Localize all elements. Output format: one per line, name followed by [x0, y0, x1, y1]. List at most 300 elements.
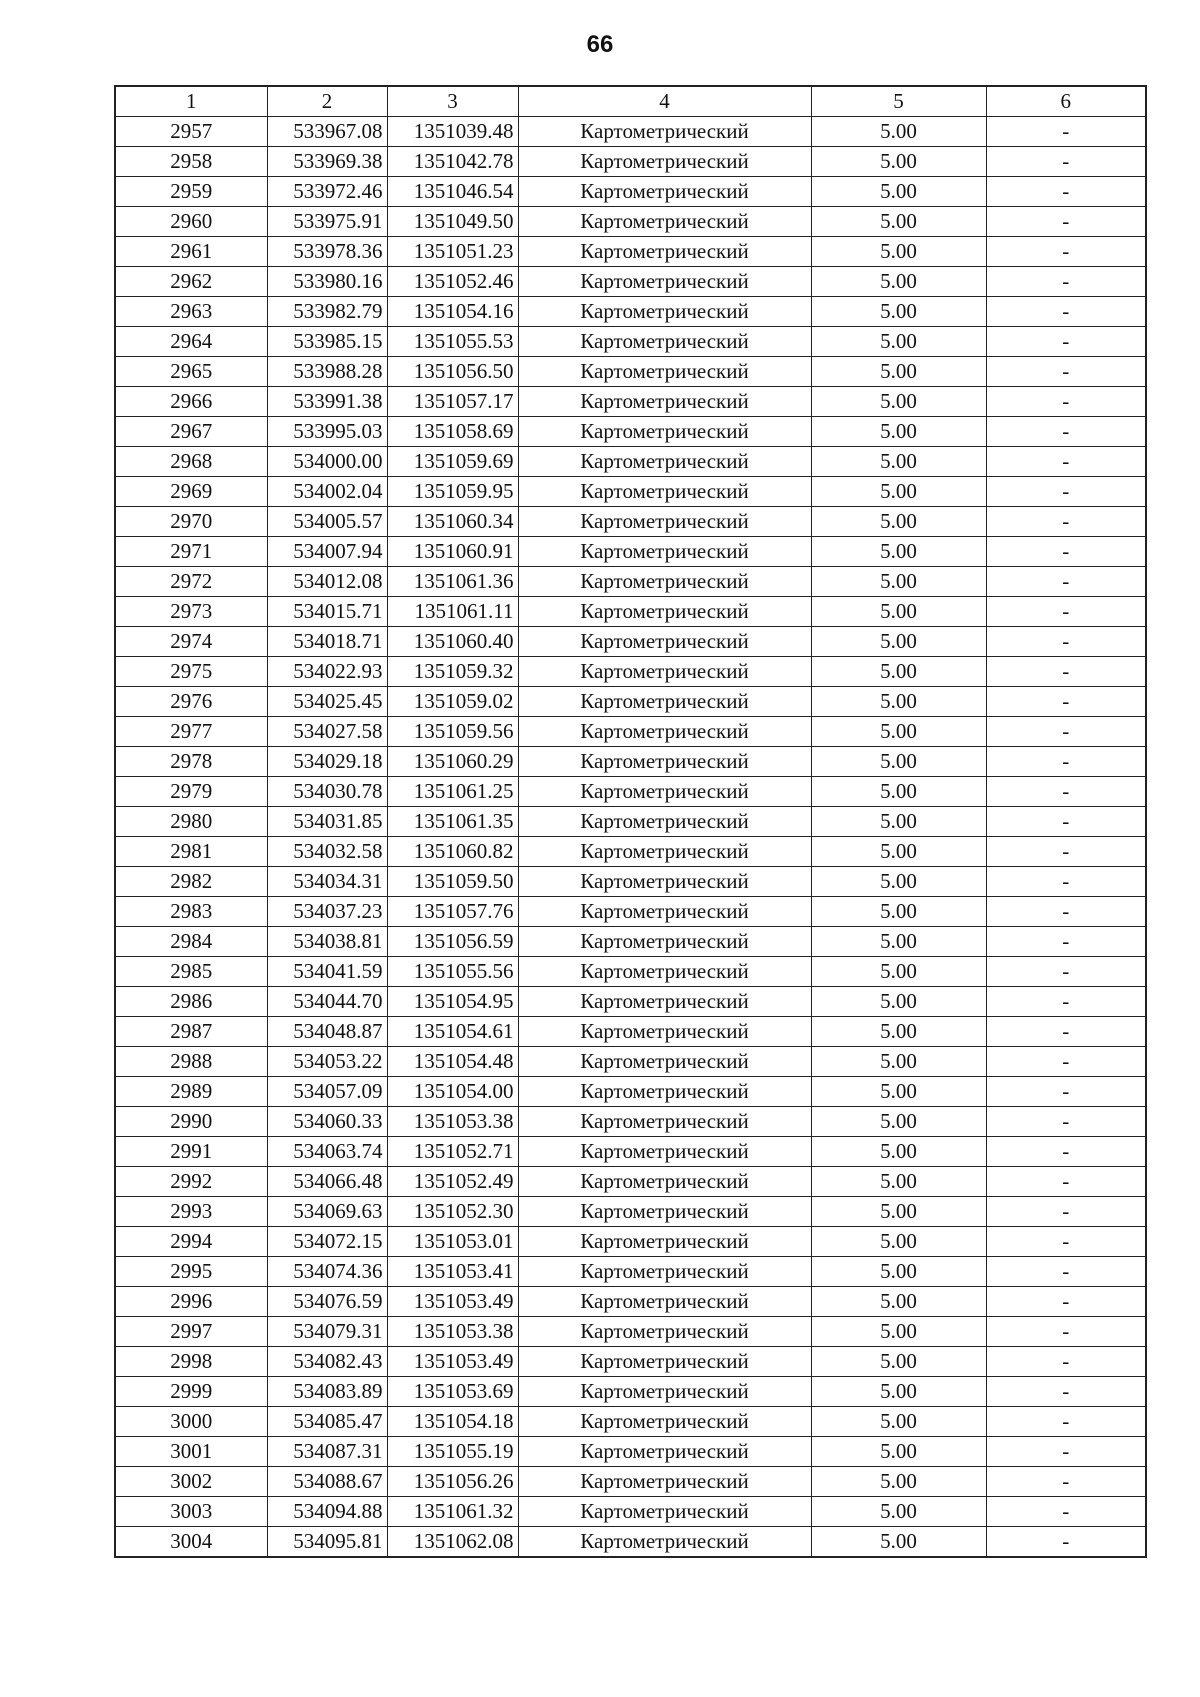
point-number-cell: 2960 — [115, 207, 267, 237]
note-cell: - — [986, 1197, 1146, 1227]
method-cell: Картометрический — [518, 507, 811, 537]
accuracy-cell: 5.00 — [811, 1437, 986, 1467]
accuracy-cell: 5.00 — [811, 177, 986, 207]
table-row — [115, 327, 1146, 357]
method-cell: Картометрический — [518, 957, 811, 987]
accuracy-cell: 5.00 — [811, 987, 986, 1017]
x-coordinate-cell: 534060.33 — [267, 1107, 387, 1137]
y-coordinate-cell: 1351057.17 — [387, 387, 518, 417]
method-cell: Картометрический — [518, 1257, 811, 1287]
x-coordinate-cell: 534018.71 — [267, 627, 387, 657]
accuracy-cell: 5.00 — [811, 387, 986, 417]
y-coordinate-cell: 1351061.32 — [387, 1497, 518, 1527]
table-header — [115, 86, 1146, 117]
point-number-cell: 2991 — [115, 1137, 267, 1167]
x-coordinate-cell: 534083.89 — [267, 1377, 387, 1407]
table-row — [115, 1197, 1146, 1227]
table-row — [115, 987, 1146, 1017]
accuracy-cell: 5.00 — [811, 1077, 986, 1107]
x-coordinate-cell: 534069.63 — [267, 1197, 387, 1227]
x-coordinate-cell: 533985.15 — [267, 327, 387, 357]
accuracy-cell: 5.00 — [811, 417, 986, 447]
y-coordinate-cell: 1351055.56 — [387, 957, 518, 987]
y-coordinate-cell: 1351055.19 — [387, 1437, 518, 1467]
note-cell: - — [986, 1227, 1146, 1257]
x-coordinate-cell: 533969.38 — [267, 147, 387, 177]
x-coordinate-cell: 534005.57 — [267, 507, 387, 537]
point-number-cell: 2994 — [115, 1227, 267, 1257]
table-row — [115, 357, 1146, 387]
method-cell: Картометрический — [518, 297, 811, 327]
note-cell: - — [986, 1467, 1146, 1497]
table-row — [115, 897, 1146, 927]
header-cell-3: 3 — [387, 86, 518, 117]
header-cell-1: 1 — [115, 86, 267, 117]
method-cell: Картометрический — [518, 567, 811, 597]
accuracy-cell: 5.00 — [811, 597, 986, 627]
point-number-cell: 2981 — [115, 837, 267, 867]
accuracy-cell: 5.00 — [811, 267, 986, 297]
note-cell: - — [986, 207, 1146, 237]
point-number-cell: 2964 — [115, 327, 267, 357]
x-coordinate-cell: 534044.70 — [267, 987, 387, 1017]
point-number-cell: 3004 — [115, 1527, 267, 1558]
table-row — [115, 447, 1146, 477]
point-number-cell: 2965 — [115, 357, 267, 387]
note-cell: - — [986, 927, 1146, 957]
method-cell: Картометрический — [518, 1467, 811, 1497]
accuracy-cell: 5.00 — [811, 867, 986, 897]
table-row — [115, 147, 1146, 177]
y-coordinate-cell: 1351060.40 — [387, 627, 518, 657]
note-cell: - — [986, 177, 1146, 207]
table-row — [115, 237, 1146, 267]
point-number-cell: 2988 — [115, 1047, 267, 1077]
note-cell: - — [986, 267, 1146, 297]
table-row — [115, 207, 1146, 237]
accuracy-cell: 5.00 — [811, 207, 986, 237]
method-cell: Картометрический — [518, 207, 811, 237]
table-row — [115, 957, 1146, 987]
method-cell: Картометрический — [518, 1137, 811, 1167]
point-number-cell: 3002 — [115, 1467, 267, 1497]
y-coordinate-cell: 1351052.49 — [387, 1167, 518, 1197]
point-number-cell: 2993 — [115, 1197, 267, 1227]
accuracy-cell: 5.00 — [811, 807, 986, 837]
x-coordinate-cell: 533991.38 — [267, 387, 387, 417]
y-coordinate-cell: 1351054.61 — [387, 1017, 518, 1047]
method-cell: Картометрический — [518, 927, 811, 957]
note-cell: - — [986, 867, 1146, 897]
y-coordinate-cell: 1351057.76 — [387, 897, 518, 927]
x-coordinate-cell: 534030.78 — [267, 777, 387, 807]
x-coordinate-cell: 534057.09 — [267, 1077, 387, 1107]
table-row — [115, 687, 1146, 717]
point-number-cell: 2998 — [115, 1347, 267, 1377]
x-coordinate-cell: 534095.81 — [267, 1527, 387, 1558]
point-number-cell: 2973 — [115, 597, 267, 627]
method-cell: Картометрический — [518, 387, 811, 417]
header-cell-5: 5 — [811, 86, 986, 117]
table-row — [115, 1497, 1146, 1527]
point-number-cell: 3000 — [115, 1407, 267, 1437]
note-cell: - — [986, 1437, 1146, 1467]
y-coordinate-cell: 1351052.71 — [387, 1137, 518, 1167]
note-cell: - — [986, 147, 1146, 177]
accuracy-cell: 5.00 — [811, 957, 986, 987]
note-cell: - — [986, 1377, 1146, 1407]
point-number-cell: 2976 — [115, 687, 267, 717]
accuracy-cell: 5.00 — [811, 1527, 986, 1558]
x-coordinate-cell: 534000.00 — [267, 447, 387, 477]
accuracy-cell: 5.00 — [811, 927, 986, 957]
x-coordinate-cell: 534012.08 — [267, 567, 387, 597]
x-coordinate-cell: 533988.28 — [267, 357, 387, 387]
method-cell: Картометрический — [518, 1377, 811, 1407]
header-cell-6: 6 — [986, 86, 1146, 117]
x-coordinate-cell: 534027.58 — [267, 717, 387, 747]
note-cell: - — [986, 1047, 1146, 1077]
note-cell: - — [986, 477, 1146, 507]
accuracy-cell: 5.00 — [811, 717, 986, 747]
note-cell: - — [986, 987, 1146, 1017]
point-number-cell: 2989 — [115, 1077, 267, 1107]
note-cell: - — [986, 1017, 1146, 1047]
method-cell: Картометрический — [518, 177, 811, 207]
table-body — [115, 117, 1146, 1558]
table-row — [115, 567, 1146, 597]
accuracy-cell: 5.00 — [811, 1197, 986, 1227]
note-cell: - — [986, 777, 1146, 807]
note-cell: - — [986, 687, 1146, 717]
table-row — [115, 1437, 1146, 1467]
note-cell: - — [986, 1107, 1146, 1137]
accuracy-cell: 5.00 — [811, 1227, 986, 1257]
method-cell: Картометрический — [518, 147, 811, 177]
point-number-cell: 2963 — [115, 297, 267, 327]
table-row — [115, 297, 1146, 327]
method-cell: Картометрический — [518, 987, 811, 1017]
y-coordinate-cell: 1351060.91 — [387, 537, 518, 567]
method-cell: Картометрический — [518, 657, 811, 687]
note-cell: - — [986, 1137, 1146, 1167]
accuracy-cell: 5.00 — [811, 117, 986, 147]
point-number-cell: 3003 — [115, 1497, 267, 1527]
x-coordinate-cell: 534076.59 — [267, 1287, 387, 1317]
point-number-cell: 2970 — [115, 507, 267, 537]
point-number-cell: 2968 — [115, 447, 267, 477]
point-number-cell: 2987 — [115, 1017, 267, 1047]
note-cell: - — [986, 237, 1146, 267]
accuracy-cell: 5.00 — [811, 477, 986, 507]
y-coordinate-cell: 1351056.50 — [387, 357, 518, 387]
table-row — [115, 177, 1146, 207]
table-row — [115, 597, 1146, 627]
x-coordinate-cell: 534029.18 — [267, 747, 387, 777]
note-cell: - — [986, 1497, 1146, 1527]
method-cell: Картометрический — [518, 807, 811, 837]
method-cell: Картометрический — [518, 1077, 811, 1107]
coordinates-table — [114, 85, 1147, 1558]
method-cell: Картометрический — [518, 1197, 811, 1227]
table-row — [115, 1077, 1146, 1107]
point-number-cell: 2971 — [115, 537, 267, 567]
x-coordinate-cell: 533978.36 — [267, 237, 387, 267]
table-row — [115, 1407, 1146, 1437]
x-coordinate-cell: 534031.85 — [267, 807, 387, 837]
method-cell: Картометрический — [518, 1287, 811, 1317]
point-number-cell: 2982 — [115, 867, 267, 897]
note-cell: - — [986, 747, 1146, 777]
point-number-cell: 2985 — [115, 957, 267, 987]
y-coordinate-cell: 1351053.41 — [387, 1257, 518, 1287]
method-cell: Картометрический — [518, 867, 811, 897]
accuracy-cell: 5.00 — [811, 657, 986, 687]
accuracy-cell: 5.00 — [811, 1167, 986, 1197]
x-coordinate-cell: 534088.67 — [267, 1467, 387, 1497]
y-coordinate-cell: 1351059.02 — [387, 687, 518, 717]
table-row — [115, 1047, 1146, 1077]
method-cell: Картометрический — [518, 897, 811, 927]
y-coordinate-cell: 1351039.48 — [387, 117, 518, 147]
note-cell: - — [986, 657, 1146, 687]
method-cell: Картометрический — [518, 537, 811, 567]
y-coordinate-cell: 1351056.59 — [387, 927, 518, 957]
point-number-cell: 2962 — [115, 267, 267, 297]
y-coordinate-cell: 1351061.35 — [387, 807, 518, 837]
method-cell: Картометрический — [518, 1317, 811, 1347]
x-coordinate-cell: 534085.47 — [267, 1407, 387, 1437]
table-row — [115, 417, 1146, 447]
note-cell: - — [986, 567, 1146, 597]
y-coordinate-cell: 1351054.18 — [387, 1407, 518, 1437]
y-coordinate-cell: 1351060.82 — [387, 837, 518, 867]
point-number-cell: 2983 — [115, 897, 267, 927]
method-cell: Картометрический — [518, 747, 811, 777]
table-row — [115, 867, 1146, 897]
accuracy-cell: 5.00 — [811, 1257, 986, 1287]
accuracy-cell: 5.00 — [811, 747, 986, 777]
method-cell: Картометрический — [518, 837, 811, 867]
method-cell: Картометрический — [518, 477, 811, 507]
y-coordinate-cell: 1351054.95 — [387, 987, 518, 1017]
accuracy-cell: 5.00 — [811, 627, 986, 657]
x-coordinate-cell: 533967.08 — [267, 117, 387, 147]
point-number-cell: 2974 — [115, 627, 267, 657]
accuracy-cell: 5.00 — [811, 897, 986, 927]
accuracy-cell: 5.00 — [811, 297, 986, 327]
note-cell: - — [986, 837, 1146, 867]
accuracy-cell: 5.00 — [811, 687, 986, 717]
header-cell-2: 2 — [267, 86, 387, 117]
x-coordinate-cell: 534032.58 — [267, 837, 387, 867]
note-cell: - — [986, 957, 1146, 987]
method-cell: Картометрический — [518, 717, 811, 747]
y-coordinate-cell: 1351059.56 — [387, 717, 518, 747]
point-number-cell: 2997 — [115, 1317, 267, 1347]
x-coordinate-cell: 534048.87 — [267, 1017, 387, 1047]
x-coordinate-cell: 533982.79 — [267, 297, 387, 327]
accuracy-cell: 5.00 — [811, 237, 986, 267]
x-coordinate-cell: 534087.31 — [267, 1437, 387, 1467]
y-coordinate-cell: 1351052.46 — [387, 267, 518, 297]
method-cell: Картометрический — [518, 1347, 811, 1377]
point-number-cell: 2986 — [115, 987, 267, 1017]
method-cell: Картометрический — [518, 1047, 811, 1077]
y-coordinate-cell: 1351053.38 — [387, 1317, 518, 1347]
point-number-cell: 2975 — [115, 657, 267, 687]
y-coordinate-cell: 1351053.49 — [387, 1287, 518, 1317]
x-coordinate-cell: 534082.43 — [267, 1347, 387, 1377]
table-row — [115, 1467, 1146, 1497]
y-coordinate-cell: 1351053.01 — [387, 1227, 518, 1257]
note-cell: - — [986, 627, 1146, 657]
note-cell: - — [986, 117, 1146, 147]
table-row — [115, 1017, 1146, 1047]
y-coordinate-cell: 1351060.29 — [387, 747, 518, 777]
method-cell: Картометрический — [518, 357, 811, 387]
point-number-cell: 2969 — [115, 477, 267, 507]
point-number-cell: 2979 — [115, 777, 267, 807]
y-coordinate-cell: 1351055.53 — [387, 327, 518, 357]
y-coordinate-cell: 1351054.48 — [387, 1047, 518, 1077]
note-cell: - — [986, 1077, 1146, 1107]
point-number-cell: 2972 — [115, 567, 267, 597]
method-cell: Картометрический — [518, 627, 811, 657]
table-row — [115, 537, 1146, 567]
y-coordinate-cell: 1351053.38 — [387, 1107, 518, 1137]
x-coordinate-cell: 534074.36 — [267, 1257, 387, 1287]
x-coordinate-cell: 533975.91 — [267, 207, 387, 237]
x-coordinate-cell: 534002.04 — [267, 477, 387, 507]
note-cell: - — [986, 417, 1146, 447]
table-row — [115, 1137, 1146, 1167]
point-number-cell: 2995 — [115, 1257, 267, 1287]
x-coordinate-cell: 533995.03 — [267, 417, 387, 447]
accuracy-cell: 5.00 — [811, 1407, 986, 1437]
accuracy-cell: 5.00 — [811, 1497, 986, 1527]
point-number-cell: 2980 — [115, 807, 267, 837]
accuracy-cell: 5.00 — [811, 1047, 986, 1077]
table-row — [115, 1287, 1146, 1317]
table-row — [115, 1377, 1146, 1407]
accuracy-cell: 5.00 — [811, 357, 986, 387]
point-number-cell: 2996 — [115, 1287, 267, 1317]
note-cell: - — [986, 897, 1146, 927]
y-coordinate-cell: 1351061.11 — [387, 597, 518, 627]
accuracy-cell: 5.00 — [811, 1377, 986, 1407]
point-number-cell: 2977 — [115, 717, 267, 747]
point-number-cell: 2990 — [115, 1107, 267, 1137]
accuracy-cell: 5.00 — [811, 1467, 986, 1497]
method-cell: Картометрический — [518, 597, 811, 627]
accuracy-cell: 5.00 — [811, 447, 986, 477]
note-cell: - — [986, 297, 1146, 327]
y-coordinate-cell: 1351046.54 — [387, 177, 518, 207]
point-number-cell: 2957 — [115, 117, 267, 147]
y-coordinate-cell: 1351060.34 — [387, 507, 518, 537]
table-row — [115, 627, 1146, 657]
note-cell: - — [986, 597, 1146, 627]
y-coordinate-cell: 1351062.08 — [387, 1527, 518, 1558]
note-cell: - — [986, 1257, 1146, 1287]
point-number-cell: 2966 — [115, 387, 267, 417]
table-row — [115, 1527, 1146, 1558]
table-row — [115, 927, 1146, 957]
method-cell: Картометрический — [518, 1407, 811, 1437]
note-cell: - — [986, 1287, 1146, 1317]
x-coordinate-cell: 533972.46 — [267, 177, 387, 207]
note-cell: - — [986, 327, 1146, 357]
y-coordinate-cell: 1351061.36 — [387, 567, 518, 597]
method-cell: Картометрический — [518, 117, 811, 147]
accuracy-cell: 5.00 — [811, 567, 986, 597]
method-cell: Картометрический — [518, 417, 811, 447]
point-number-cell: 3001 — [115, 1437, 267, 1467]
method-cell: Картометрический — [518, 327, 811, 357]
note-cell: - — [986, 1407, 1146, 1437]
y-coordinate-cell: 1351059.50 — [387, 867, 518, 897]
y-coordinate-cell: 1351061.25 — [387, 777, 518, 807]
y-coordinate-cell: 1351051.23 — [387, 237, 518, 267]
table-row — [115, 1227, 1146, 1257]
note-cell: - — [986, 717, 1146, 747]
y-coordinate-cell: 1351054.00 — [387, 1077, 518, 1107]
table-row — [115, 507, 1146, 537]
note-cell: - — [986, 507, 1146, 537]
point-number-cell: 2961 — [115, 237, 267, 267]
table-row — [115, 837, 1146, 867]
method-cell: Картометрический — [518, 1527, 811, 1558]
table-row — [115, 1317, 1146, 1347]
y-coordinate-cell: 1351059.32 — [387, 657, 518, 687]
accuracy-cell: 5.00 — [811, 1317, 986, 1347]
table-row — [115, 1257, 1146, 1287]
y-coordinate-cell: 1351059.69 — [387, 447, 518, 477]
x-coordinate-cell: 534007.94 — [267, 537, 387, 567]
x-coordinate-cell: 534034.31 — [267, 867, 387, 897]
x-coordinate-cell: 534037.23 — [267, 897, 387, 927]
x-coordinate-cell: 534015.71 — [267, 597, 387, 627]
accuracy-cell: 5.00 — [811, 1017, 986, 1047]
table-row — [115, 777, 1146, 807]
point-number-cell: 2984 — [115, 927, 267, 957]
note-cell: - — [986, 537, 1146, 567]
method-cell: Картометрический — [518, 1107, 811, 1137]
accuracy-cell: 5.00 — [811, 327, 986, 357]
method-cell: Картометрический — [518, 1167, 811, 1197]
header-cell-4: 4 — [518, 86, 811, 117]
note-cell: - — [986, 357, 1146, 387]
method-cell: Картометрический — [518, 267, 811, 297]
x-coordinate-cell: 534022.93 — [267, 657, 387, 687]
y-coordinate-cell: 1351052.30 — [387, 1197, 518, 1227]
y-coordinate-cell: 1351056.26 — [387, 1467, 518, 1497]
table-row — [115, 717, 1146, 747]
note-cell: - — [986, 1347, 1146, 1377]
method-cell: Картометрический — [518, 1437, 811, 1467]
accuracy-cell: 5.00 — [811, 1107, 986, 1137]
x-coordinate-cell: 534063.74 — [267, 1137, 387, 1167]
header-row — [115, 86, 1146, 117]
x-coordinate-cell: 533980.16 — [267, 267, 387, 297]
table-row — [115, 807, 1146, 837]
table-row — [115, 1347, 1146, 1377]
note-cell: - — [986, 1317, 1146, 1347]
note-cell: - — [986, 1167, 1146, 1197]
accuracy-cell: 5.00 — [811, 537, 986, 567]
table-row — [115, 1107, 1146, 1137]
